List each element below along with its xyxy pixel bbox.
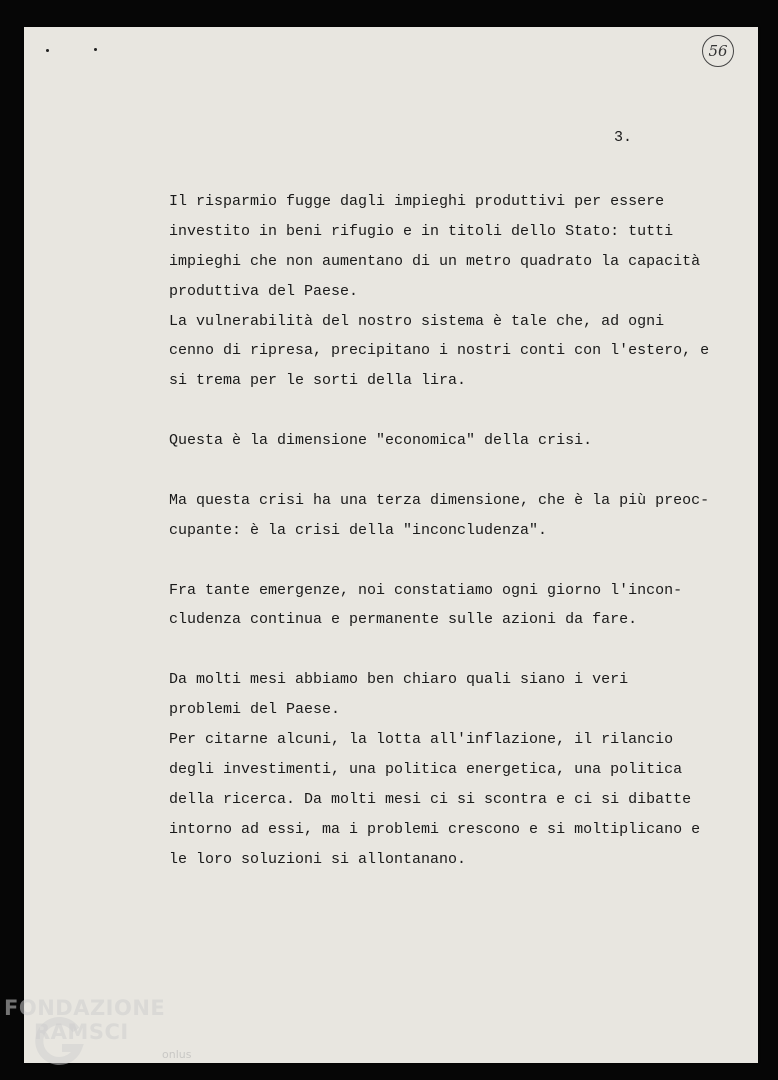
text-line: problemi del Paese. <box>169 701 341 719</box>
paper-speck <box>46 49 49 52</box>
paragraph <box>169 426 729 456</box>
paragraph <box>169 486 729 546</box>
text-line: La vulnerabilità del nostro sistema è tale che, ad ogni <box>169 312 665 330</box>
paragraph-gap <box>169 635 729 665</box>
text-line: della ricerca. Da molti mesi ci si scontra e ci si dibatte <box>169 790 692 808</box>
paragraph-gap <box>169 396 729 426</box>
archive-number: 56 <box>702 35 734 67</box>
paper-speck <box>94 48 97 51</box>
text-line: Fra tante emergenze, noi constatiamo ogni giorno l'incon- <box>169 581 683 599</box>
text-line: impieghi che non aumentano di un metro quadrato la capacità <box>169 252 701 270</box>
page-number: 3. <box>614 129 633 146</box>
watermark-line1: FONDAZIONE <box>4 996 166 1020</box>
text-line: Questa è la dimensione "economica" della crisi. <box>169 432 593 450</box>
text-line: Il risparmio fugge dagli impieghi produttivi per essere <box>169 193 665 210</box>
typed-text-body <box>169 187 729 874</box>
text-line: le loro soluzioni si allontanano. <box>169 850 467 868</box>
watermark-line2: RAMSCI <box>34 1020 129 1044</box>
text-line: produttiva del Paese. <box>169 282 359 300</box>
paragraph <box>169 576 729 636</box>
text-line: si trema per le sorti della lira. <box>169 372 467 390</box>
text-line: cenno di ripresa, precipitano i nostri conti con l'estero, e <box>169 342 710 360</box>
text-line: cludenza continua e permanente sulle azioni da fare. <box>169 611 638 629</box>
paragraph-gap <box>169 456 729 486</box>
text-line: Da molti mesi abbiamo ben chiaro quali siano i veri <box>169 671 629 689</box>
text-line: cupante: è la crisi della "inconcludenza". <box>169 521 548 539</box>
document-page <box>24 27 758 1063</box>
text-line: degli investimenti, una politica energetica, una politica <box>169 760 683 778</box>
paragraph <box>169 187 729 396</box>
paragraph-gap <box>169 546 729 576</box>
paragraph <box>169 665 729 874</box>
watermark-suffix: onlus <box>162 1048 192 1061</box>
text-line: investito in beni rifugio e in titoli dello Stato: tutti <box>169 222 674 240</box>
text-line: intorno ad essi, ma i problemi crescono e si moltiplicano e <box>169 820 701 838</box>
watermark-logo <box>4 996 194 1076</box>
text-line: Per citarne alcuni, la lotta all'inflazione, il rilancio <box>169 731 674 749</box>
text-line: Ma questa crisi ha una terza dimensione, che è la più preoc- <box>169 491 710 509</box>
